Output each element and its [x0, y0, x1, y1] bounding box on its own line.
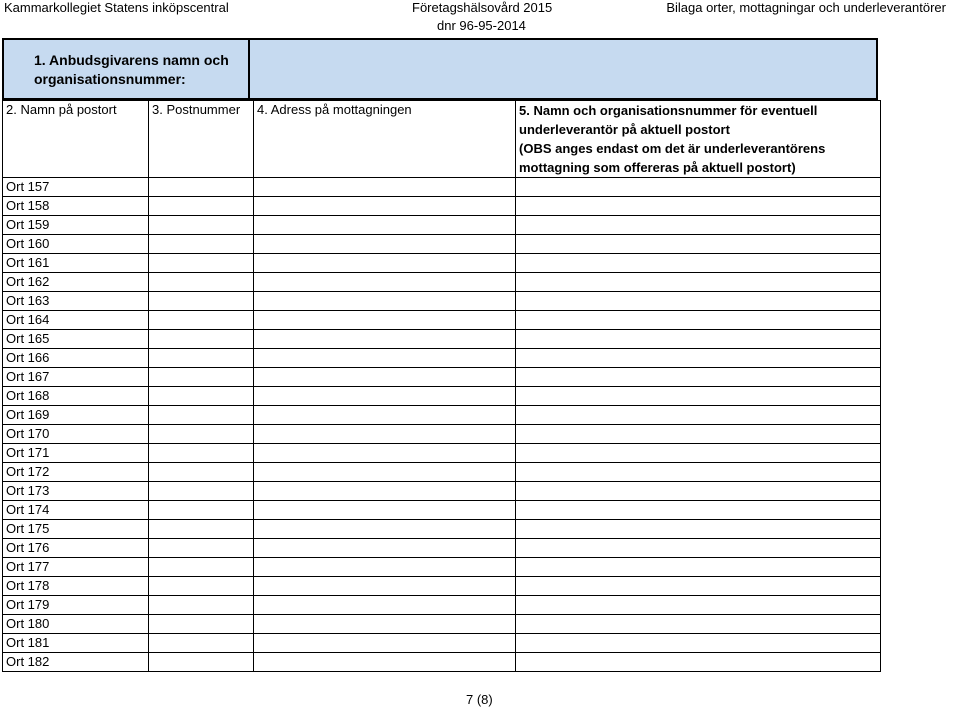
table-header-row: [3, 101, 881, 178]
cell-adress[interactable]: [254, 197, 516, 216]
cell-postort: Ort 175: [3, 520, 149, 539]
table-row: [3, 349, 881, 368]
cell-underleverantor[interactable]: [516, 634, 881, 653]
table-row: [3, 482, 881, 501]
table-row: [3, 444, 881, 463]
cell-postort: Ort 181: [3, 634, 149, 653]
cell-adress[interactable]: [254, 463, 516, 482]
cell-underleverantor[interactable]: [516, 197, 881, 216]
cell-postort: Ort 158: [3, 197, 149, 216]
table-row: [3, 235, 881, 254]
cell-postort: Ort 171: [3, 444, 149, 463]
col-header-underleverantor: [516, 101, 881, 178]
cell-postort: Ort 165: [3, 330, 149, 349]
cell-underleverantor[interactable]: [516, 235, 881, 254]
header-org: Kammarkollegiet Statens inköpscentral: [4, 0, 229, 15]
table-row: [3, 254, 881, 273]
cell-underleverantor[interactable]: [516, 577, 881, 596]
cell-postnummer[interactable]: [149, 482, 254, 501]
cell-postort: Ort 172: [3, 463, 149, 482]
cell-postort: Ort 174: [3, 501, 149, 520]
cell-postort: Ort 167: [3, 368, 149, 387]
cell-adress[interactable]: [254, 254, 516, 273]
cell-postnummer[interactable]: [149, 368, 254, 387]
cell-underleverantor[interactable]: [516, 520, 881, 539]
cell-postort: Ort 182: [3, 653, 149, 672]
table-row: [3, 330, 881, 349]
cell-postort: Ort 157: [3, 178, 149, 197]
cell-postnummer[interactable]: [149, 577, 254, 596]
cell-postnummer[interactable]: [149, 349, 254, 368]
cell-postnummer[interactable]: [149, 216, 254, 235]
cell-postnummer[interactable]: [149, 558, 254, 577]
header-attachment-title: Bilaga orter, mottagningar och underleverantörer: [666, 0, 946, 15]
col5-title: 5. Namn och organisationsnummer för eventuell underleverantör på aktuell postort: [519, 103, 818, 137]
cell-postnummer[interactable]: [149, 596, 254, 615]
cell-postort: Ort 166: [3, 349, 149, 368]
cell-adress[interactable]: [254, 349, 516, 368]
cell-postnummer[interactable]: [149, 615, 254, 634]
cell-adress[interactable]: [254, 311, 516, 330]
cell-postnummer[interactable]: [149, 653, 254, 672]
cell-adress[interactable]: [254, 292, 516, 311]
table-row: [3, 178, 881, 197]
header-title: Företagshälsovård 2015: [412, 0, 553, 15]
cell-adress[interactable]: [254, 178, 516, 197]
cell-postort: Ort 173: [3, 482, 149, 501]
table-row: [3, 273, 881, 292]
bidder-name-label: 1. Anbudsgivarens namn och organisationsnummer:: [4, 40, 250, 98]
cell-adress[interactable]: [254, 406, 516, 425]
cell-postnummer[interactable]: [149, 197, 254, 216]
cell-postort: Ort 162: [3, 273, 149, 292]
table-row: [3, 387, 881, 406]
page-number: 7 (8): [466, 692, 493, 707]
cell-adress[interactable]: [254, 596, 516, 615]
cell-postort: Ort 170: [3, 425, 149, 444]
cell-underleverantor[interactable]: [516, 216, 881, 235]
cell-postort: Ort 159: [3, 216, 149, 235]
header-dnr: dnr 96-95-2014: [437, 18, 526, 33]
cell-adress[interactable]: [254, 387, 516, 406]
cell-postnummer[interactable]: [149, 444, 254, 463]
table-row: [3, 425, 881, 444]
table-row: [3, 406, 881, 425]
cell-adress[interactable]: [254, 520, 516, 539]
table-row: [3, 634, 881, 653]
cell-underleverantor[interactable]: [516, 463, 881, 482]
cell-postort: Ort 163: [3, 292, 149, 311]
cell-postort: Ort 176: [3, 539, 149, 558]
cell-postnummer[interactable]: [149, 539, 254, 558]
cell-postort: Ort 168: [3, 387, 149, 406]
cell-underleverantor[interactable]: [516, 330, 881, 349]
cell-underleverantor[interactable]: [516, 406, 881, 425]
cell-postnummer[interactable]: [149, 292, 254, 311]
cell-underleverantor[interactable]: [516, 311, 881, 330]
table-row: [3, 596, 881, 615]
cell-postnummer[interactable]: [149, 634, 254, 653]
cell-adress[interactable]: [254, 444, 516, 463]
table-row: [3, 520, 881, 539]
cell-underleverantor[interactable]: [516, 482, 881, 501]
locations-table: [2, 100, 881, 672]
cell-postnummer[interactable]: [149, 463, 254, 482]
cell-adress[interactable]: [254, 501, 516, 520]
table-row: [3, 197, 881, 216]
cell-underleverantor[interactable]: [516, 444, 881, 463]
cell-adress[interactable]: [254, 330, 516, 349]
cell-underleverantor[interactable]: [516, 425, 881, 444]
cell-underleverantor[interactable]: [516, 178, 881, 197]
cell-adress[interactable]: [254, 216, 516, 235]
cell-postort: Ort 169: [3, 406, 149, 425]
table-row: [3, 653, 881, 672]
cell-adress[interactable]: [254, 634, 516, 653]
cell-postort: Ort 178: [3, 577, 149, 596]
cell-postnummer[interactable]: [149, 501, 254, 520]
cell-adress[interactable]: [254, 482, 516, 501]
table-row: [3, 615, 881, 634]
cell-underleverantor[interactable]: [516, 558, 881, 577]
cell-adress[interactable]: [254, 273, 516, 292]
cell-underleverantor[interactable]: [516, 615, 881, 634]
cell-postort: Ort 160: [3, 235, 149, 254]
cell-postnummer[interactable]: [149, 406, 254, 425]
col-header-adress: 4. Adress på mottagningen: [254, 101, 516, 178]
cell-underleverantor[interactable]: [516, 539, 881, 558]
cell-adress[interactable]: [254, 577, 516, 596]
table-row: [3, 311, 881, 330]
table-row: [3, 558, 881, 577]
cell-adress[interactable]: [254, 539, 516, 558]
cell-underleverantor[interactable]: [516, 349, 881, 368]
cell-postort: Ort 179: [3, 596, 149, 615]
col5-note: (OBS anges endast om det är underleverantörens mottagning som offereras på aktuell postort): [519, 141, 826, 175]
table-row: [3, 539, 881, 558]
cell-underleverantor[interactable]: [516, 254, 881, 273]
col-header-postnummer: 3. Postnummer: [149, 101, 254, 178]
cell-underleverantor[interactable]: [516, 292, 881, 311]
col-header-postort: 2. Namn på postort: [3, 101, 149, 178]
cell-adress[interactable]: [254, 615, 516, 634]
cell-postnummer[interactable]: [149, 387, 254, 406]
cell-adress[interactable]: [254, 653, 516, 672]
cell-underleverantor[interactable]: [516, 368, 881, 387]
cell-postnummer[interactable]: [149, 235, 254, 254]
table-row: [3, 577, 881, 596]
cell-postnummer[interactable]: [149, 273, 254, 292]
cell-underleverantor[interactable]: [516, 501, 881, 520]
cell-adress[interactable]: [254, 235, 516, 254]
cell-postnummer[interactable]: [149, 330, 254, 349]
bidder-info-box: [2, 38, 878, 100]
cell-underleverantor[interactable]: [516, 387, 881, 406]
cell-postort: Ort 161: [3, 254, 149, 273]
table-row: [3, 501, 881, 520]
cell-postnummer[interactable]: [149, 520, 254, 539]
cell-underleverantor[interactable]: [516, 653, 881, 672]
cell-postort: Ort 164: [3, 311, 149, 330]
cell-adress[interactable]: [254, 558, 516, 577]
cell-postort: Ort 180: [3, 615, 149, 634]
cell-postnummer[interactable]: [149, 254, 254, 273]
table-row: [3, 292, 881, 311]
cell-underleverantor[interactable]: [516, 273, 881, 292]
cell-adress[interactable]: [254, 425, 516, 444]
cell-postnummer[interactable]: [149, 178, 254, 197]
cell-adress[interactable]: [254, 368, 516, 387]
cell-postort: Ort 177: [3, 558, 149, 577]
cell-underleverantor[interactable]: [516, 596, 881, 615]
table-row: [3, 216, 881, 235]
cell-postnummer[interactable]: [149, 311, 254, 330]
table-row: [3, 368, 881, 387]
table-row: [3, 463, 881, 482]
cell-postnummer[interactable]: [149, 425, 254, 444]
